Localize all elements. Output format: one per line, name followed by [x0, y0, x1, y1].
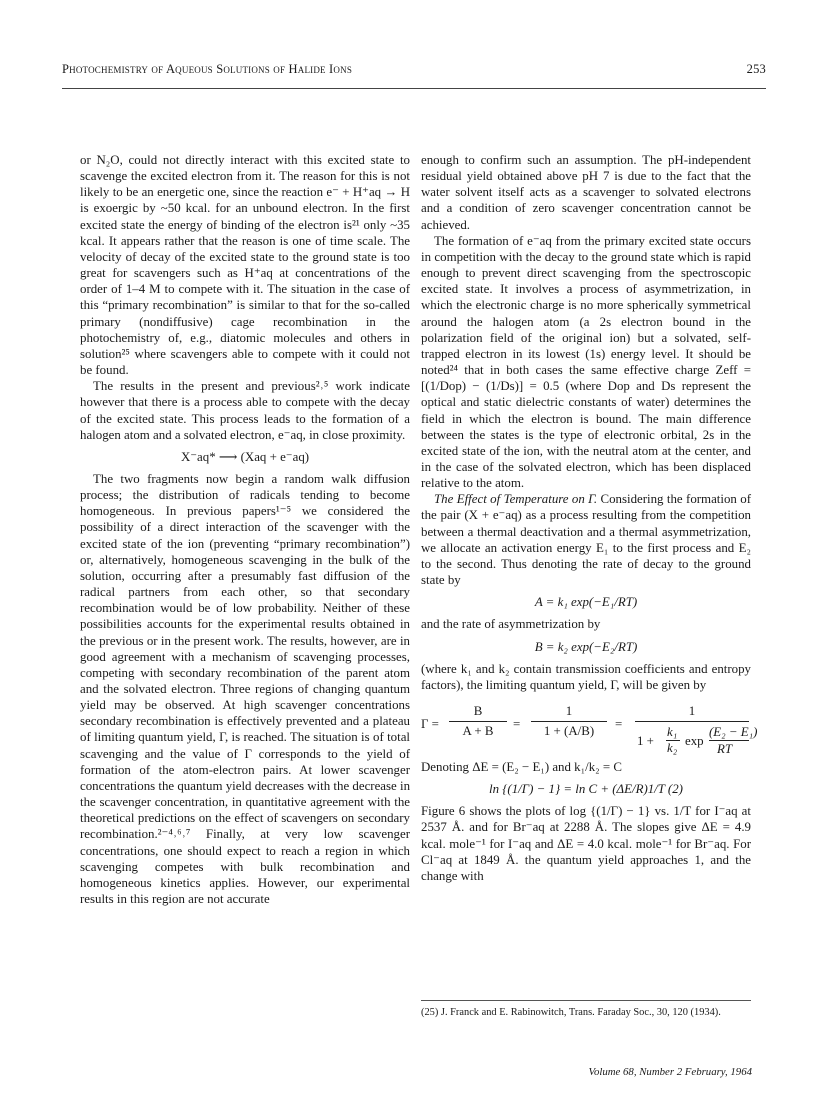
- exp-term: exp: [685, 734, 704, 748]
- running-header: [62, 62, 766, 84]
- k2-term: k₂: [667, 741, 678, 755]
- gamma-lhs: Γ =: [421, 717, 439, 731]
- pair-formation-equation: X⁻aq* ⟶ (Xaq + e⁻aq): [180, 449, 310, 464]
- right-paragraph-3: [421, 491, 751, 588]
- equals-sign-3: =: [615, 717, 623, 731]
- equation-a: A = k₁ exp(−E₁/RT): [534, 595, 638, 610]
- energy-difference: (E₂ − E₁): [709, 725, 758, 739]
- left-paragraph-3: The two fragments now begin a random walk diffusion process; the distribution of radicals tending to become homogeneous. In previous papers¹⁻⁵ we considered the possibility of a direct interaction of the scavenger with the excited state of the ion (preventing “primary recombination”) or, alternatively, homogeneous scavenging in the bulk of the solution, occurring after a presumably fast diffusion of the radical partners from each other, so that secondary recombination would be of low probability. Neither of these possibilities accounts for the experimental results obtained in the previous or in the present work. The results, however, are in good agreement with a mechanism of scavenging processes, competing with secondary recombination of the parent atom and the solvated electron. Three regions of changing quantum yield may be observed. At high scavenger concentrations secondary recombination is effectively prevented and a plateau of limiting quantum yield, Γ, is reached. The situation is of total scavenging and the value of Γ corresponds to the yield of formation of the atom-electron pairs. At lower scavenger concentrations the quantum yield decreases with the decrease in the scavenger concentration, in quantitative agreement with the theoretical predictions on the effect of scavengers on secondary recombination.²⁻⁴˒⁶˒⁷ Finally, at very low scavenger concentrations, one should expect to reach a region in which scavenging competes with bulk recombination and homogeneous kinetics applies. However, our experimental results in this region are not accurate: [80, 471, 411, 907]
- right-paragraph-4: and the rate of asymmetrization by: [421, 617, 601, 632]
- rt-term: RT: [717, 742, 733, 756]
- equation-b: B = k₂ exp(−E₂/RT): [534, 639, 638, 654]
- left-column: [80, 152, 410, 907]
- journal-footer: Volume 68, Number 2 February, 1964: [588, 1066, 752, 1078]
- fraction-1-bar: [449, 721, 507, 722]
- left-paragraph-2: The results in the present and previous²˒⁵ work indicate however that there is a process able to compete with the decay of the excited state. This process leads to the formation of a halogen atom and a solvated electron, e⁻aq, in close proximity.: [80, 379, 410, 442]
- footnote-rule: [421, 1000, 751, 1001]
- right-paragraph-3-text: Considering the formation of the pair (X + e⁻aq) as a process resulting from the competition between a thermal deactivation and a thermal asymmetrization, we allocate an activation energy E₁ to the first process and E₂ to the second. Thus denoting the rate of decay to the ground state by: [421, 492, 751, 588]
- running-title: Photochemistry of Aqueous Solutions of Halide Ions: [62, 62, 353, 76]
- section-heading-temperature: The Effect of Temperature on Γ.: [434, 492, 598, 507]
- right-paragraph-5: (where k₁ and k₂ contain transmission coefficients and entropy factors), the limiting quantum yield, Γ, will be given by: [421, 661, 751, 692]
- right-paragraph-1: enough to confirm such an assumption. The pH-independent residual yield obtained above pH 7 is due to the fact that the water solvent itself acts as a scavenger to solvated electrons and a condition of zero scavenger concentration cannot be achieved.: [421, 153, 751, 232]
- right-paragraph-6: Denoting ΔE = (E₂ − E₁) and k₁/k₂ = C: [421, 760, 622, 774]
- fraction-3-numerator: 1: [688, 704, 696, 718]
- page-number: 253: [746, 62, 766, 76]
- equation-2: ln {(1/Γ) − 1} = ln C + (ΔE/R)1/T (2): [489, 782, 683, 797]
- fraction-2-numerator: 1: [565, 704, 573, 718]
- header-rule: [62, 88, 766, 89]
- left-paragraph-1: or N₂O, could not directly interact with this excited state to scavenge the excited electron from it. The reason for this is not likely to be an energetic one, since the reaction e⁻ + H⁺aq → H is exoergic by ~50 kcal. for an unbound electron. In the first excited state the energy of binding of the electron is²¹ only ~35 kcal. It appears rather that the reason is one of time scale. The velocity of decay of the excited state to the ground state is too great for scavengers such as H⁺aq at concentrations of the order of 1–4 M to compete with it. The situation in the case of this “primary recombination” is similar to that for the so-called primary (nondiffusive) cage recombination in the photochemistry of, e.g., diatomic molecules and others in solution²⁵ where scavengers able to compete with it could not be found.: [80, 153, 410, 378]
- fraction-3-one-plus: 1 +: [637, 734, 654, 748]
- k1-term: k₁: [667, 725, 678, 739]
- right-column: [421, 152, 758, 884]
- fraction-1-denominator: A + B: [462, 724, 494, 738]
- equals-sign-2: =: [513, 717, 521, 731]
- fraction-2-denominator: 1 + (A/B): [543, 724, 595, 738]
- fraction-3-bar: [635, 721, 749, 722]
- fraction-2-bar: [531, 721, 607, 722]
- gamma-equation: [421, 699, 758, 756]
- right-paragraph-7: Figure 6 shows the plots of log {(1/Γ) − 1} vs. 1/T for I⁻aq at 2537 Å. and for Br⁻aq at 2288 Å. The slopes give ΔE = 4.9 kcal. mole⁻¹ for I⁻aq and ΔE = 4.0 kcal. mole⁻¹ for Br⁻aq. For Cl⁻aq at 1849 Å. the quantum yield approaches 1, and the change with: [421, 804, 751, 883]
- right-paragraph-2: The formation of e⁻aq from the primary excited state occurs in competition with the decay to the ground state which is rapid enough to prevent direct scavenging from the spectroscopic excited state. It involves a process of asymmetrization, in which the electronic charge is no more spherically symmetrical around the halogen atom (a 2s electron bound in the polarization field of the original ion) but a solvated, self-trapped electron in its lowest (1s) energy level. It should be noted²⁴ that in both cases the same effective charge Zeff = [(1/Dop) − (1/Ds)] = 0.5 (where Dop and Ds represent the optical and static dielectric constants of water) determines the field in which the electron is bound. The main difference between the states is the type of electronic orbital, 2s in the excited state of the ion, with the neutral atom at the center, and in the case of the solvated electron, which has been displaced relative to the atom.: [421, 233, 751, 491]
- fraction-1-numerator: B: [473, 704, 483, 718]
- footnote-25: (25) J. Franck and E. Rabinowitch, Trans. Faraday Soc., 30, 120 (1934).: [421, 1007, 721, 1018]
